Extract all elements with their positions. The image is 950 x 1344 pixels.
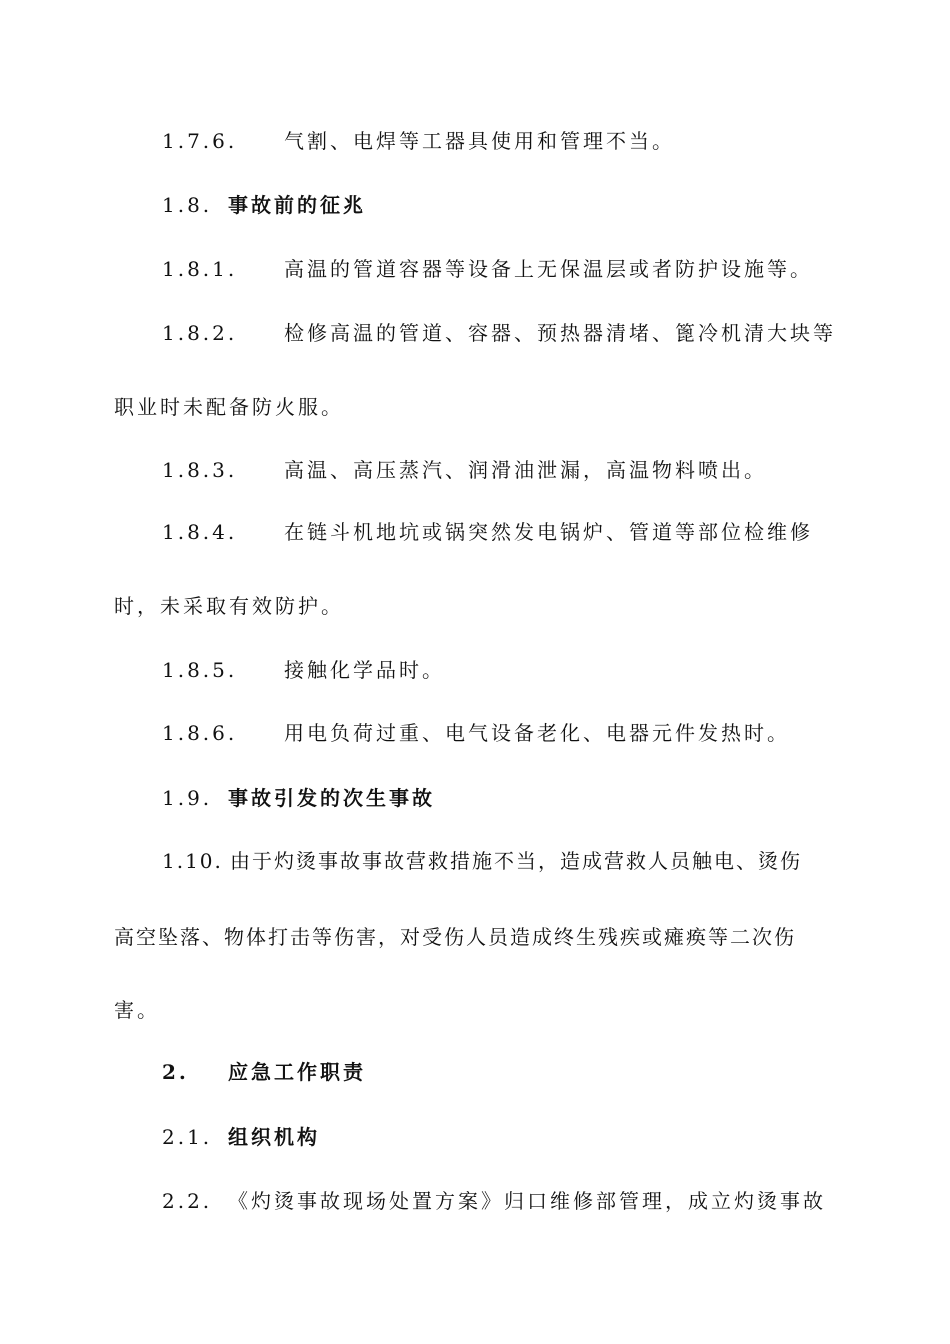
item-text: 气割、电焊等工器具使用和管理不当。 (284, 129, 675, 153)
item-text: 高空坠落、物体打击等伤害，对受伤人员造成终生残疾或瘫痪等二次伤 (114, 925, 796, 949)
item-text: 职业时未配备防火服。 (114, 395, 344, 419)
item-text: 时，未采取有效防护。 (114, 594, 344, 618)
item-number: 1.10. (162, 849, 223, 873)
item-number: 2.2. (162, 1189, 213, 1213)
item-number: 1.7.6. (162, 129, 238, 153)
item-text: 由于灼烫事故事故营救措施不当，造成营救人员触电、烫伤 (230, 849, 802, 873)
item-text: 用电负荷过重、电气设备老化、电器元件发热时。 (284, 721, 790, 745)
item-number: 1.8.4. (162, 520, 238, 544)
item-text: 检修高温的管道、容器、预热器清堵、篦冷机清大块等 (284, 321, 836, 345)
item-text: 《灼烫事故现场处置方案》归口维修部管理，成立灼烫事故 (228, 1189, 826, 1213)
heading-number: 2.1. (162, 1125, 213, 1149)
item-number: 1.8.1. (162, 257, 238, 281)
item-number: 1.8.3. (162, 458, 238, 482)
heading-number: 2. (162, 1060, 189, 1084)
heading-number: 1.9. (162, 786, 213, 810)
heading-text: 应急工作职责 (228, 1060, 366, 1084)
item-number: 1.8.2. (162, 321, 238, 345)
item-text: 高温的管道容器等设备上无保温层或者防护设施等。 (284, 257, 813, 281)
item-number: 1.8.6. (162, 721, 238, 745)
item-number: 1.8.5. (162, 658, 238, 682)
heading-text: 组织机构 (228, 1125, 320, 1149)
item-text: 害。 (114, 998, 160, 1022)
heading-text: 事故引发的次生事故 (228, 786, 435, 810)
heading-text: 事故前的征兆 (228, 193, 366, 217)
heading-number: 1.8. (162, 193, 213, 217)
item-text: 高温、高压蒸汽、润滑油泄漏，高温物料喷出。 (284, 458, 767, 482)
item-text: 接触化学品时。 (284, 658, 445, 682)
item-text: 在链斗机地坑或锅突然发电锅炉、管道等部位检维修 (284, 520, 813, 544)
